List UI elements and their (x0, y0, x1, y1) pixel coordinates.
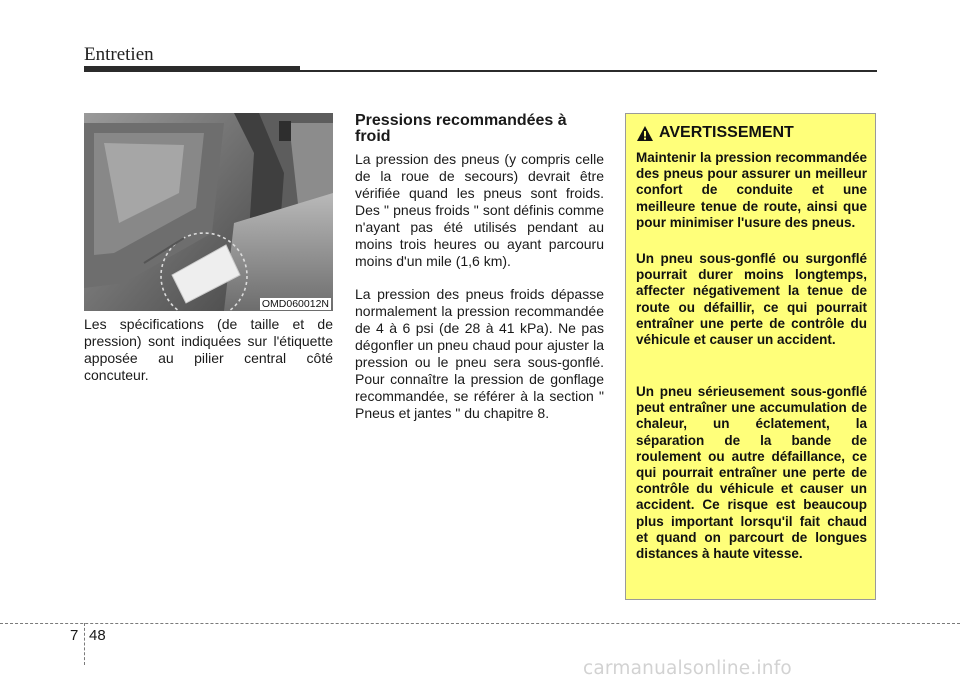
warning-box (625, 113, 876, 600)
warning-title: AVERTISSEMENT (659, 124, 794, 141)
footer-dashed-rule (0, 623, 960, 624)
warning-triangle-icon (636, 125, 654, 142)
chapter-number: 7 (70, 627, 79, 644)
watermark: carmanualsonline.info (583, 658, 792, 679)
warning-header (636, 124, 794, 142)
cold-pressure-heading: Pressions recommandées à froid (355, 112, 567, 145)
cold-pressure-paragraph-1: La pression des pneus (y compris celle de la roue de secours) devrait être vérifiée quand les pneus sont froids. Des " pneus froids " sont définis comme n'ayant pas été utilisés pendant au moins trois heures ou ayant parcouru moins d'un mile (1,6 km). (355, 151, 604, 269)
door-pillar-photo (84, 113, 333, 311)
header-rule-thick (84, 66, 300, 72)
warning-paragraph-2: Un pneu sous-gonflé ou surgonflé pourrait durer moins longtemps, affecter négativement la tenue de route ou défaillir, ce qui pourrait entraîner une perte de contrôle du véhicule et causer un accident. (636, 251, 867, 348)
cold-pressure-paragraph-2: La pression des pneus froids dépasse normalement la pression recommandée de 4 à 6 psi (de 28 à 41 kPa). Ne pas dégonfler un pneu chaud pour ajuster la pression ou le pneu sera sous-gonflé. Pour connaître la pression de gonflage recommandée, se référer à la section " Pneus et jantes " du chapitre 8. (355, 286, 604, 421)
warning-paragraph-3: Un pneu sérieusement sous-gonflé peut entraîner une accumulation de chaleur, un éclatement, la séparation de la bande de roulement ou autre défaillance, ce qui pourrait entraîner une perte de contrôle du véhicule et causer un accident. Ce risque est beaucoup plus important lorsqu'il fait chaud et quand on parcourt de longues distances à haute vitesse. (636, 384, 867, 562)
header-rule-thin (300, 70, 877, 72)
door-pillar-illustration (84, 113, 333, 311)
pillar-label-text: Les spécifications (de taille et de pression) sont indiquées sur l'étiquette apposée au pilier central côté concuteur. (84, 316, 333, 383)
figure-code: OMD060012N (261, 298, 329, 310)
section-title: Entretien (84, 44, 154, 65)
warning-paragraph-1: Maintenir la pression recommandée des pneus pour assurer un meilleur confort de conduite et une meilleure tenue de route, ainsi que pour minimiser l'usure des pneus. (636, 150, 867, 230)
page-number: 48 (89, 627, 106, 644)
footer-dashed-divider (84, 623, 85, 665)
